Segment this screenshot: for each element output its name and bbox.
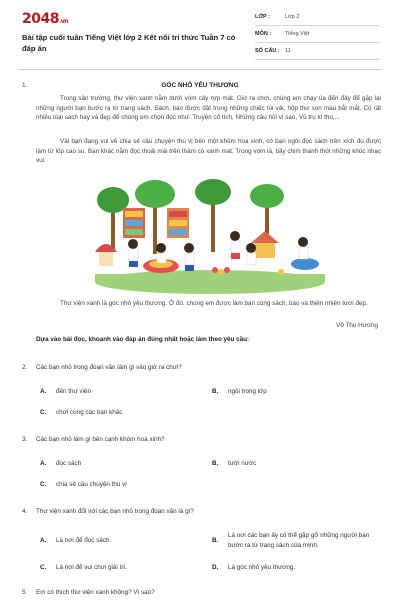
meta-grade-value: Lớp 2 [285, 14, 300, 20]
question-3-text: Các bạn nhỏ làm gì bên cạnh khóm hoa xinh? [36, 436, 165, 443]
option-letter: B. [212, 388, 219, 395]
meta-grade [255, 10, 380, 26]
option-text: Là góc nhỏ yêu thương. [228, 564, 296, 571]
page-header [0, 0, 400, 70]
meta-count [255, 44, 380, 60]
meta-count-value: 11 [285, 48, 291, 54]
story-paragraph-1: Trong sân trường, thư viện xanh nằm dưới vòm cây rợp mát. Giờ ra chơi, chúng em chạy ùa đến đây để gặp lại những người bạn bước ra từ trang sách. Sách, báo được đặt trong những chiếc túi vải, hộp thư son màu bắt mắt. Có rất nhiều loại sách hay và đẹp để chúng em chọn đọc như: Truyện cổ tích, Những câu hỏi vì sao, Vũ trụ kì thú,... [36, 95, 381, 122]
option-text: ngồi trong lớp [228, 388, 267, 395]
option-letter: C. [40, 481, 47, 488]
option-letter: C. [40, 409, 47, 416]
option-letter: B. [212, 460, 219, 467]
question-5-number: 5. [22, 589, 28, 596]
option-text: Là nơi để vui chơi giải trí. [56, 564, 127, 571]
option-letter: D. [212, 564, 219, 571]
option-text: chơi cùng các bạn khác [56, 409, 123, 416]
meta-subject-key: MÔN : [255, 31, 272, 37]
meta-subject-value: Tiếng Việt [285, 31, 310, 37]
instruction: Dựa vào bài đọc, khoanh vào đáp án đúng nhất hoặc làm theo yêu cầu: [36, 336, 250, 343]
site-logo[interactable] [22, 11, 68, 27]
story-paragraph-3: Thư viện xanh là góc nhỏ yêu thương. Ở đó, chúng em được làm bạn cùng sách, báo và thiên nhiên tươi đẹp. [60, 300, 368, 307]
option-text: đến thư viện [56, 388, 92, 395]
option-text: Là nơi để đọc sách. [56, 537, 112, 544]
question-3-number: 3. [22, 436, 28, 443]
meta-grade-key: LỚP : [255, 14, 270, 20]
question-4-number: 4. [22, 508, 28, 515]
option-letter: A. [40, 460, 47, 467]
story-author: Võ Thu Hương [336, 322, 378, 329]
option-letter: A. [40, 388, 47, 395]
question-2-text: Các bạn nhỏ trong đoạn văn làm gì vào giờ ra chơi? [36, 364, 182, 371]
option-text: đọc sách [56, 460, 82, 467]
question-5-text: Em có thích thư viện xanh không? Vì sao? [36, 589, 155, 596]
option-text: tưới nước [228, 460, 257, 467]
option-text: chia sẻ câu chuyện thú vị [56, 481, 127, 488]
story-title: GÓC NHỎ YÊU THƯƠNG [161, 82, 239, 89]
library-illustration [95, 178, 325, 296]
option-letter: C. [40, 564, 47, 571]
option-letter: B. [212, 537, 219, 544]
question-2-number: 2. [22, 364, 28, 371]
story-paragraph-2: Vài bạn đang vui vẻ chia sẻ câu chuyện thú vị bên một khóm hoa xinh, có bạn ngồi đọc sách trên xích đu được làm từ lốp cao su. Bạn khác nằm đọc thoải mái trên thảm cỏ xanh mát. Trong vòm lá, bầy chim thánh thót những khúc nhạc vui. [36, 138, 381, 165]
logo-domain: .vn [58, 18, 68, 25]
header-divider [18, 69, 382, 70]
option-text: Là nơi các bạn ấy có thể gặp gỡ những người bạn bước ra từ trang sách của mình. [228, 532, 370, 549]
logo-main: 2048 [22, 11, 59, 27]
document-title: Bài tập cuối tuần Tiếng Việt lớp 2 Kết nối tri thức Tuần 7 có đáp án [22, 33, 236, 53]
meta-subject [255, 27, 380, 43]
option-letter: A. [40, 537, 47, 544]
question-number-1: 1. [22, 82, 28, 89]
question-4-text: Thư viện xanh đối với các bạn nhỏ trong đoạn văn là gì? [36, 508, 194, 515]
meta-count-key: SỐ CÂU : [255, 48, 280, 54]
